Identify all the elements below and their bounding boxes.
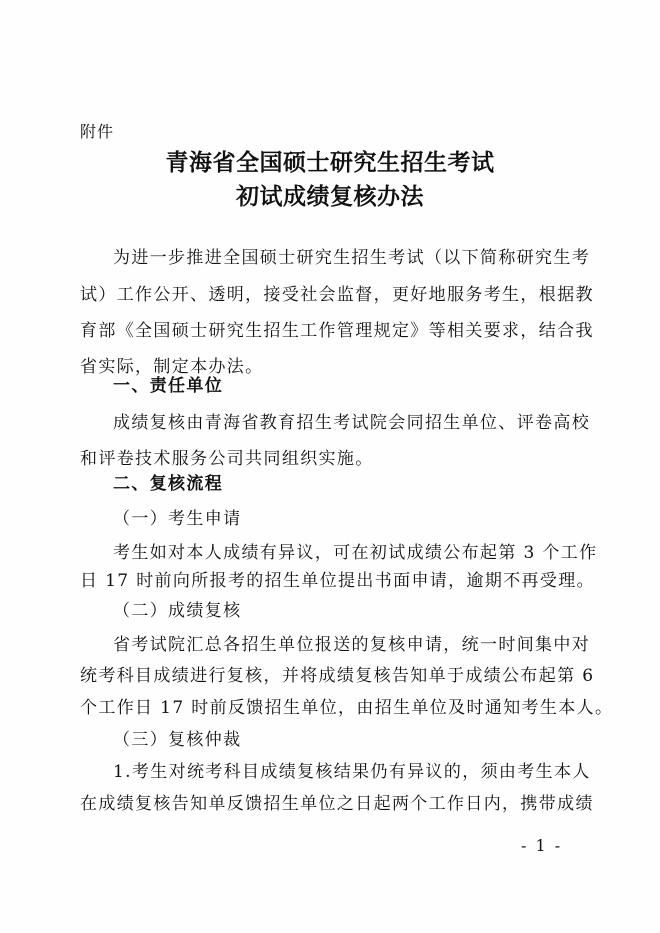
page-number: - 1 - [521, 836, 563, 855]
paragraph-line: 试）工作公开、透明，接受社会监督，更好地服务考生，根据教 [80, 285, 594, 305]
paragraph-line: 成绩复核由青海省教育招生考试院会同招生单位、评卷高校 [113, 413, 591, 433]
document-title-line2: 初试成绩复核办法 [236, 184, 424, 210]
document-title: 青海省全国硕士研究生招生考试 [165, 150, 495, 176]
section-heading: 二、复核流程 [113, 474, 224, 494]
subsection-heading: （二）成绩复核 [113, 601, 242, 621]
paragraph-line: 省实际，制定本办法。 [80, 357, 264, 377]
attachment-label: 附件 [80, 122, 115, 141]
paragraph-line: 考生如对本人成绩有异议，可在初试成绩公布起第 3 个工作 [113, 543, 598, 563]
paragraph-line: 个工作日 17 时前反馈招生单位，由招生单位及时通知考生本人。 [80, 698, 614, 718]
section-heading: 一、责任单位 [113, 376, 224, 396]
subsection-heading: （一）考生申请 [113, 509, 242, 529]
paragraph-line: 为进一步推进全国硕士研究生招生考试（以下简称研究生考 [113, 248, 591, 268]
paragraph-line: 和评卷技术服务公司共同组织实施。 [80, 449, 374, 469]
paragraph-line: 省考试院汇总各招生单位报送的复核申请，统一时间集中对 [113, 635, 591, 655]
subsection-heading: （三）复核仲裁 [113, 730, 242, 750]
paragraph-line: 日 17 时前向所报考的招生单位提出书面申请，逾期不再受理。 [80, 571, 595, 591]
paragraph-line: 统考科目成绩进行复核，并将成绩复核告知单于成绩公布起第 6 [80, 666, 595, 686]
paragraph-line: 育部《全国硕士研究生招生工作管理规定》等相关要求，结合我 [80, 321, 594, 341]
paragraph-line: 在成绩复核告知单反馈招生单位之日起两个工作日内，携带成绩 [80, 794, 594, 814]
paragraph-line: 1.考生对统考科目成绩复核结果仍有异议的，须由考生本人 [113, 762, 591, 782]
